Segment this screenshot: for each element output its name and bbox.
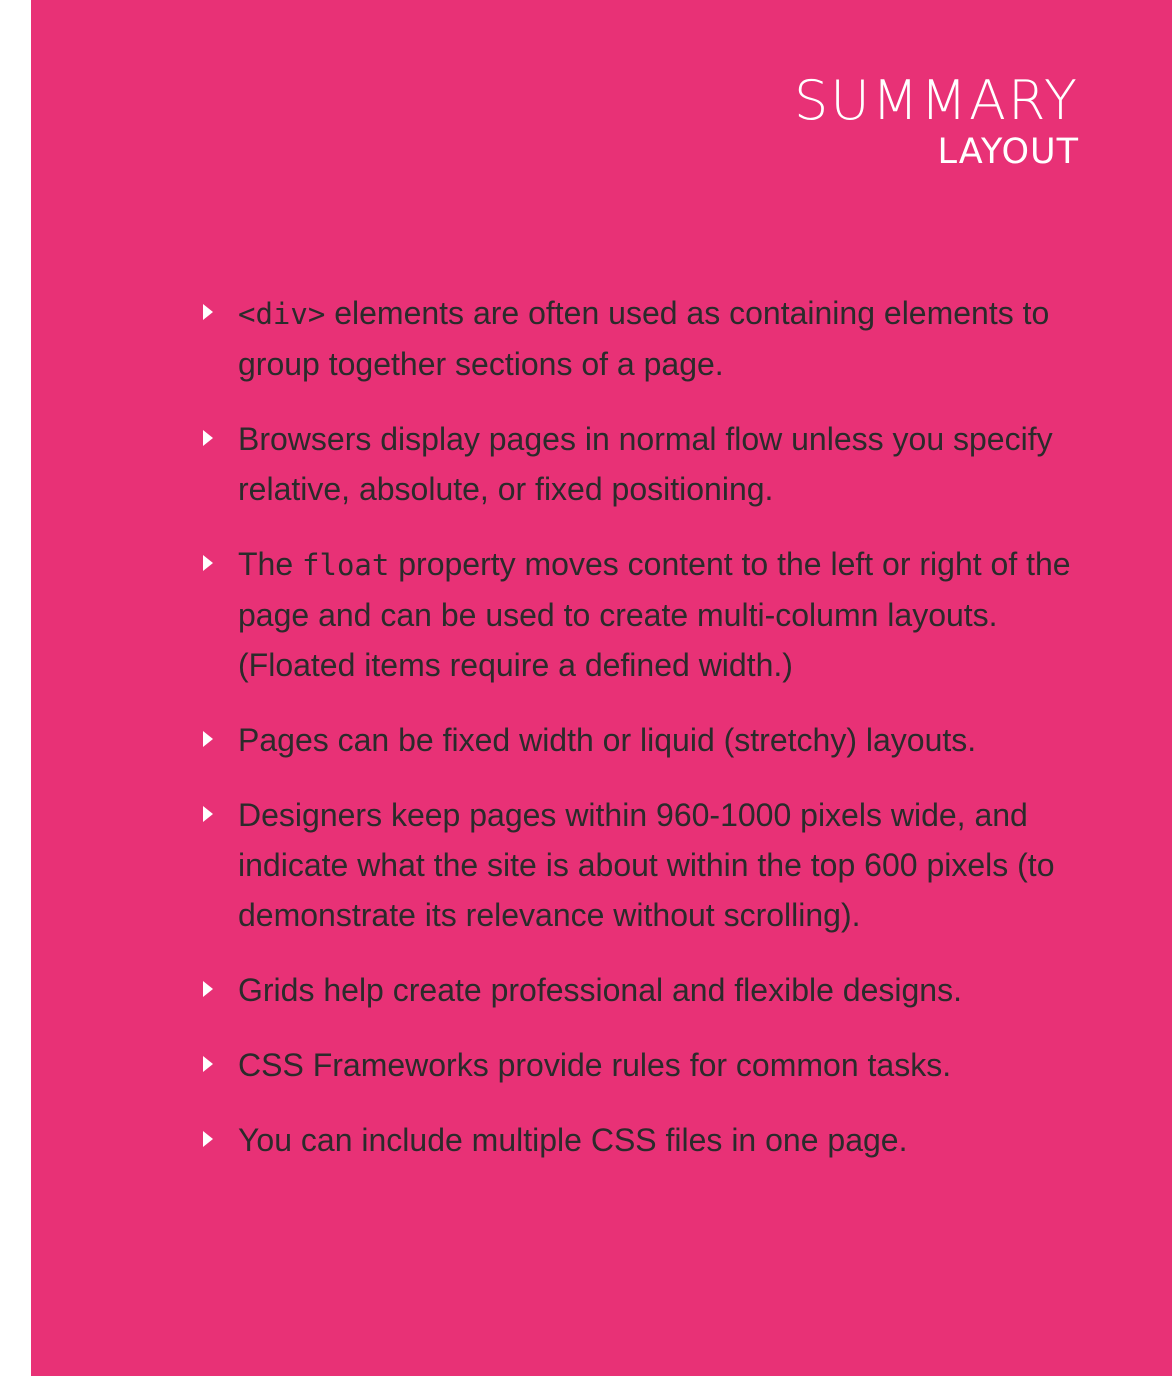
- inline-code: <div>: [238, 297, 326, 331]
- triangle-right-icon: [203, 806, 213, 822]
- list-item-text: Grids help create professional and flexible designs.: [238, 972, 962, 1008]
- list-item: [199, 965, 1079, 1015]
- triangle-right-icon: [203, 304, 213, 320]
- list-item-text: Browsers display pages in normal flow unless you specify relative, absolute, or fixed positioning.: [238, 421, 1053, 507]
- triangle-right-icon: [203, 1131, 213, 1147]
- inline-code: float: [302, 548, 390, 582]
- list-item-text: elements are often used as containing elements to group together sections of a page.: [238, 295, 1050, 382]
- list-item-prefix: The: [238, 546, 303, 582]
- triangle-right-icon: [203, 981, 213, 997]
- list-item: [199, 539, 1079, 690]
- page-subtitle: LAYOUT: [937, 132, 1079, 172]
- triangle-right-icon: [203, 731, 213, 747]
- list-item: [199, 288, 1079, 389]
- triangle-right-icon: [203, 430, 213, 446]
- list-item: [199, 715, 1079, 765]
- list-item: [199, 414, 1079, 514]
- list-item-text: property moves content to the left or right of the page and can be used to create multi-column layouts. (Floated items require a defined width.): [238, 546, 1071, 683]
- list-item-text: You can include multiple CSS files in one page.: [238, 1122, 908, 1158]
- header: [794, 70, 1079, 172]
- list-item: [199, 1040, 1079, 1090]
- list-item-text: CSS Frameworks provide rules for common tasks.: [238, 1047, 952, 1083]
- list-item-text: Designers keep pages within 960-1000 pixels wide, and indicate what the site is about within the top 600 pixels (to demonstrate its relevance without scrolling).: [238, 797, 1055, 933]
- triangle-right-icon: [203, 1056, 213, 1072]
- list-item: [199, 790, 1079, 940]
- list-item-text: Pages can be fixed width or liquid (stretchy) layouts.: [238, 722, 977, 758]
- summary-list: [199, 288, 1079, 1190]
- list-item: [199, 1115, 1079, 1165]
- summary-page: [31, 0, 1172, 1376]
- page-title: SUMMARY: [794, 69, 1079, 132]
- triangle-right-icon: [203, 555, 213, 571]
